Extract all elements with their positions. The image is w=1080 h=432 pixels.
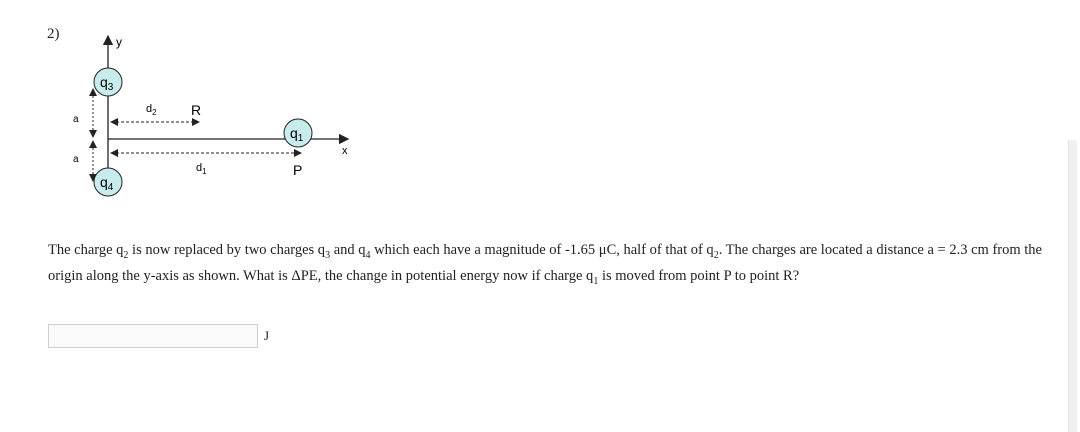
d2-arrowhead-left xyxy=(110,118,118,126)
d1-label: $d_1$ xyxy=(196,162,207,176)
charge-q4-label: $q_4$ xyxy=(100,174,114,193)
d1-arrowhead-left xyxy=(110,149,118,157)
page-scrollbar[interactable] xyxy=(1068,140,1077,432)
a-label-bottom: a xyxy=(73,154,79,165)
d2-label: $d_2$ xyxy=(146,103,157,117)
y-axis-label: y xyxy=(116,35,122,49)
point-R-label: R xyxy=(191,102,202,118)
a-arrowhead-center-down xyxy=(89,130,97,138)
a-arrowhead-center-up xyxy=(89,140,97,148)
charge-q1-label: $q_1$ xyxy=(290,125,304,144)
answer-row xyxy=(48,324,270,348)
point-P-label: P xyxy=(293,162,303,178)
question-text: The charge $q_2$ is now replaced by two charges $q_3$ and $q_4$ which each have a magnitude of -1.65 μC, half of that of $q_2$. The charges are located a distance a = 2.3 cm from the origin along the y-axis as shown. What is ΔPE, the change in potential energy now if charge $q_1$ is moved from point P to point R? xyxy=(48,242,1042,287)
charge-diagram xyxy=(60,26,380,206)
answer-unit: J xyxy=(264,328,270,343)
answer-input[interactable] xyxy=(48,324,258,348)
question-number: 2) xyxy=(47,26,60,42)
d2-arrowhead-right xyxy=(192,118,200,126)
d1-arrowhead-right xyxy=(294,149,302,157)
charge-q3-label: $q_3$ xyxy=(100,74,114,93)
x-axis-label: x xyxy=(342,145,348,157)
a-label-top: a xyxy=(73,114,79,125)
